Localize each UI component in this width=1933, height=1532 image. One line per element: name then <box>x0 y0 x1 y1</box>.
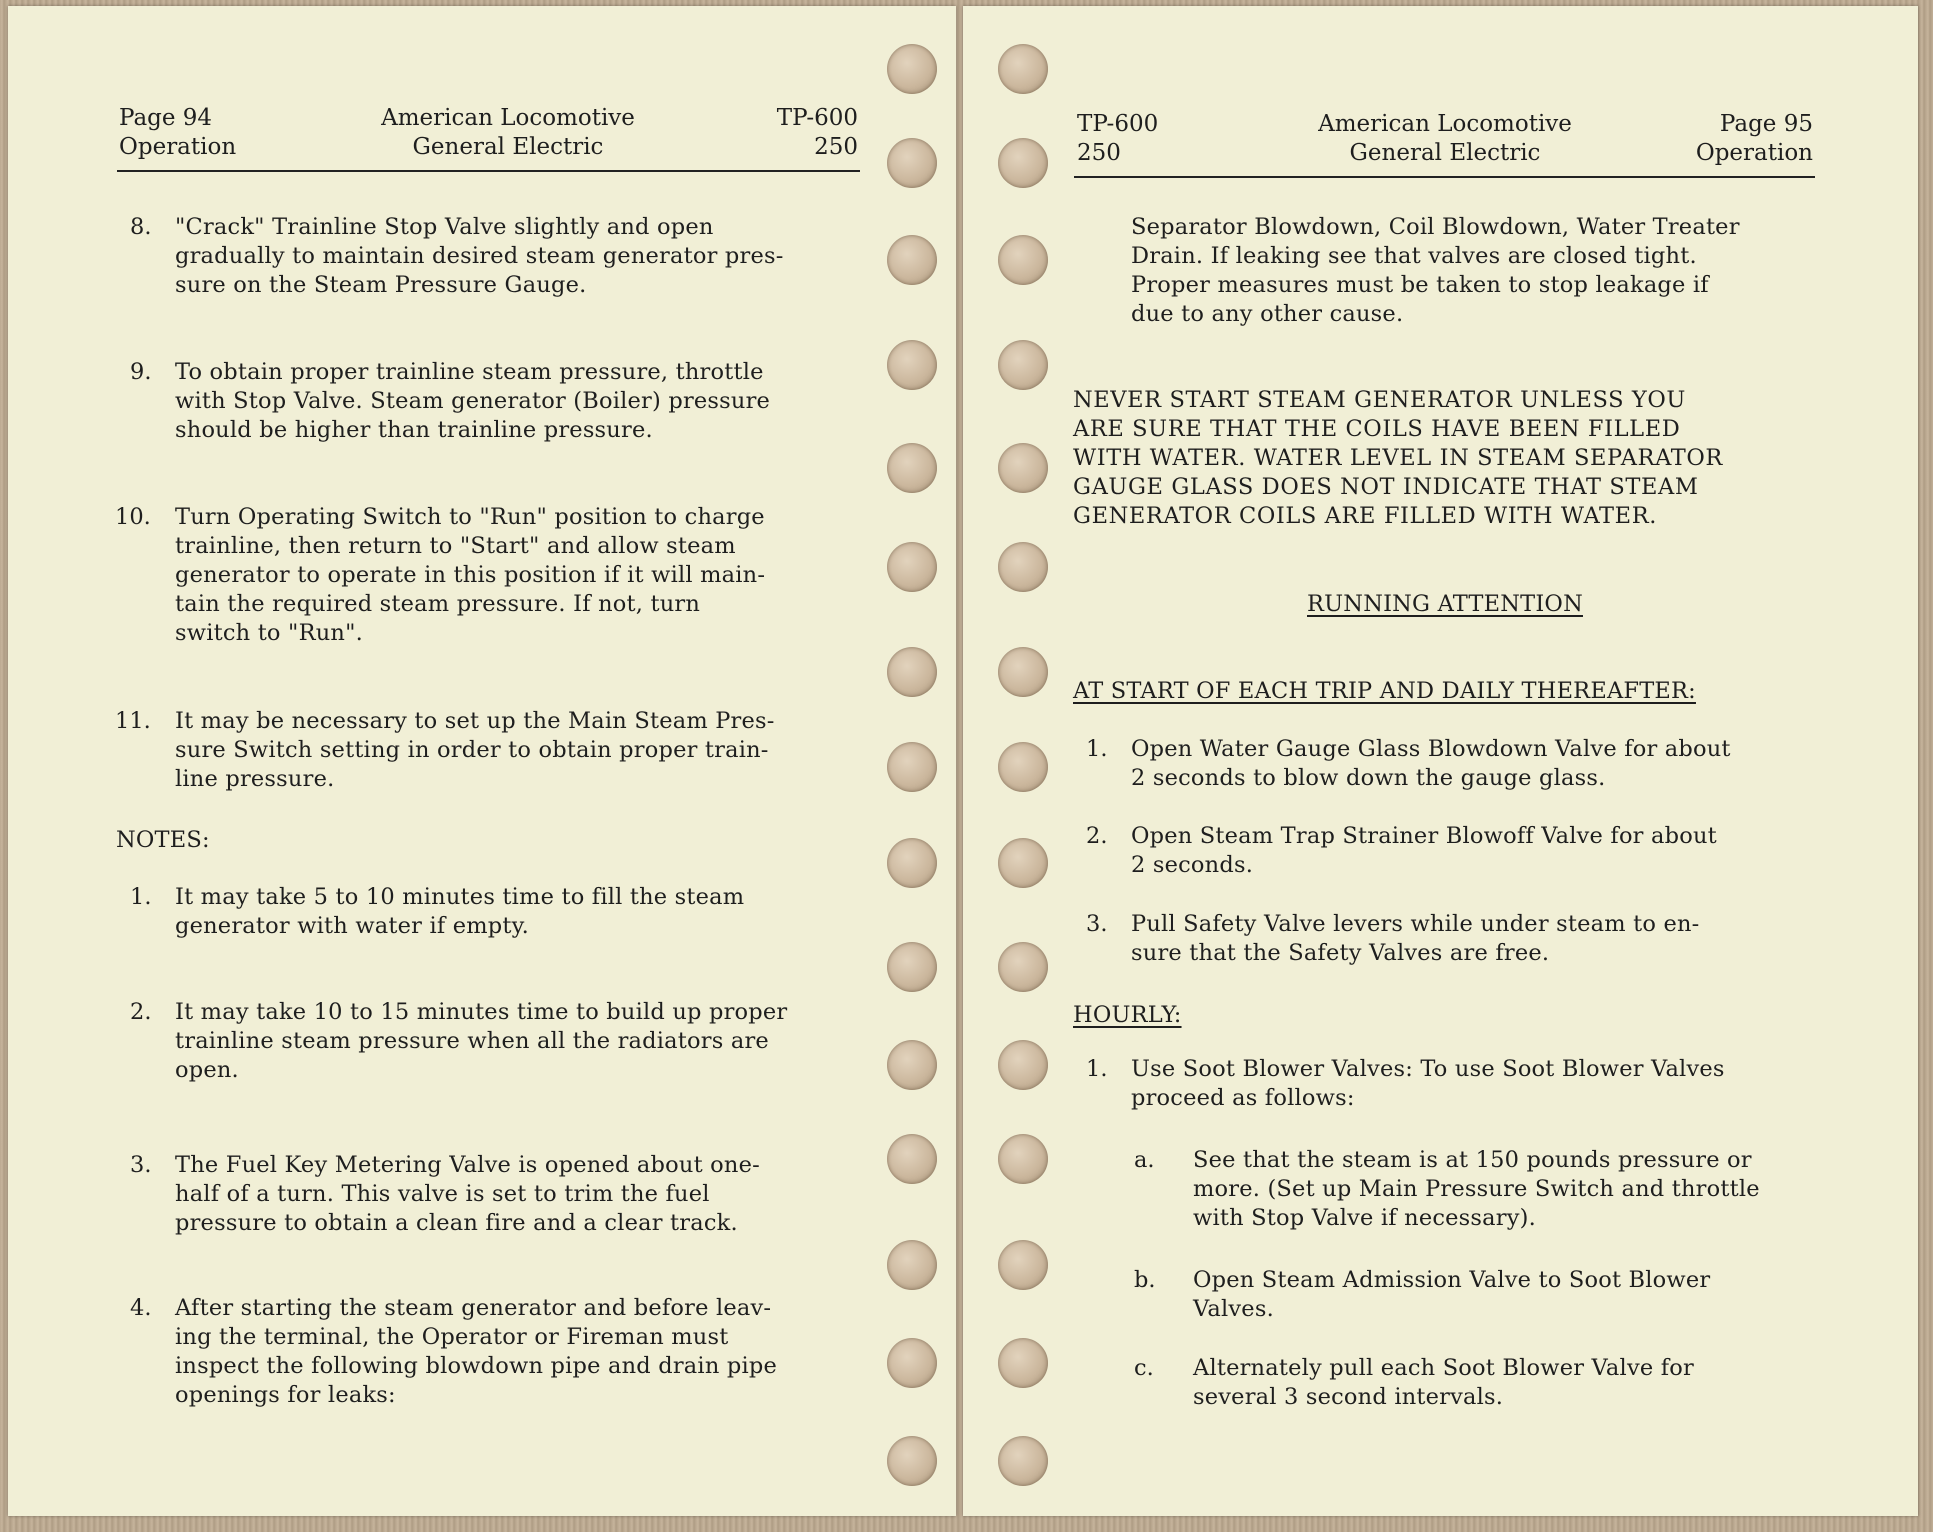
notes-heading: NOTES: <box>116 827 210 853</box>
right-header-company-block <box>1285 110 1605 168</box>
left-header-page-block <box>119 104 236 162</box>
punch-hole <box>998 1040 1048 1090</box>
item-number: 1. <box>1086 736 1108 762</box>
text-line: Separator Blowdown, Coil Blowdown, Water Treater <box>1131 214 1740 240</box>
company-line-2: General Electric <box>1349 140 1541 166</box>
punch-hole <box>887 1134 937 1184</box>
left-binder-holes <box>887 0 947 1532</box>
punch-hole <box>887 340 937 390</box>
punch-hole <box>887 942 937 992</box>
punch-hole <box>887 1040 937 1090</box>
note-text <box>175 1151 860 1238</box>
text-line: Turn Operating Switch to "Run" position to charge <box>175 504 765 530</box>
text-line: half of a turn. This valve is set to trim the fuel <box>175 1181 710 1207</box>
company-line-1: American Locomotive <box>381 105 635 131</box>
at-start-heading: AT START OF EACH TRIP AND DAILY THEREAFTER: <box>1073 678 1696 704</box>
punch-hole <box>998 647 1048 697</box>
page-number: Page 94 <box>119 105 213 131</box>
punch-hole <box>998 838 1048 888</box>
warning-line: ARE SURE THAT THE COILS HAVE BEEN FILLED <box>1073 416 1681 442</box>
page-number: Page 95 <box>1719 111 1813 137</box>
punch-hole <box>998 443 1048 493</box>
item-text <box>1131 910 1815 968</box>
punch-hole <box>887 542 937 592</box>
company-line-2: General Electric <box>412 134 604 160</box>
left-header-doc-block <box>708 104 858 162</box>
sub-item-letter: c. <box>1134 1355 1154 1381</box>
text-line: with Stop Valve if necessary). <box>1193 1205 1536 1231</box>
punch-hole <box>887 647 937 697</box>
text-line: Alternately pull each Soot Blower Valve for <box>1193 1355 1694 1381</box>
note-number: 1. <box>130 884 152 910</box>
section-name: Operation <box>119 134 237 160</box>
step-text <box>175 707 860 794</box>
hourly-heading: HOURLY: <box>1073 1002 1182 1028</box>
sub-item-letter: b. <box>1134 1267 1156 1293</box>
punch-hole <box>998 1338 1048 1388</box>
punch-hole <box>998 340 1048 390</box>
punch-hole <box>998 1240 1048 1290</box>
text-line: should be higher than trainline pressure. <box>175 417 653 443</box>
text-line: Open Steam Admission Valve to Soot Blower <box>1193 1267 1711 1293</box>
step-text <box>175 358 860 445</box>
warning-line: NEVER START STEAM GENERATOR UNLESS YOU <box>1073 387 1686 413</box>
text-line: sure Switch setting in order to obtain proper train- <box>175 737 769 763</box>
running-attention-heading: RUNNING ATTENTION <box>1307 591 1583 617</box>
step-text <box>175 503 860 648</box>
doc-code: TP-600 <box>776 105 858 131</box>
text-line: Use Soot Blower Valves: To use Soot Blower Valves <box>1131 1056 1725 1082</box>
punch-hole <box>998 44 1048 94</box>
punch-hole <box>998 138 1048 188</box>
warning-line: GAUGE GLASS DOES NOT INDICATE THAT STEAM <box>1073 474 1699 500</box>
text-line: 2 seconds to blow down the gauge glass. <box>1131 765 1606 791</box>
note-number: 3. <box>130 1152 152 1178</box>
text-line: more. (Set up Main Pressure Switch and throttle <box>1193 1176 1760 1202</box>
note-number: 2. <box>130 999 152 1025</box>
item-text <box>1131 735 1815 793</box>
doc-code: TP-600 <box>1077 111 1159 137</box>
right-page <box>963 6 1918 1516</box>
note-text <box>175 998 860 1085</box>
text-line: Pull Safety Valve levers while under steam to en- <box>1131 911 1700 937</box>
text-line: pressure to obtain a clean fire and a clear track. <box>175 1210 738 1236</box>
company-line-1: American Locomotive <box>1318 111 1572 137</box>
step-number: 11. <box>115 708 151 734</box>
text-line: Open Steam Trap Strainer Blowoff Valve for about <box>1131 823 1717 849</box>
punch-hole <box>887 235 937 285</box>
text-line: To obtain proper trainline steam pressure, throttle <box>175 359 764 385</box>
text-line: After starting the steam generator and before leav- <box>175 1295 772 1321</box>
text-line: generator with water if empty. <box>175 913 529 939</box>
text-line: several 3 second intervals. <box>1193 1384 1504 1410</box>
doc-revision: 250 <box>1077 140 1121 166</box>
punch-hole <box>887 1436 937 1486</box>
text-line: See that the steam is at 150 pounds pressure or <box>1193 1147 1752 1173</box>
warning-block <box>1073 386 1818 531</box>
text-line: 2 seconds. <box>1131 852 1254 878</box>
text-line: Proper measures must be taken to stop leakage if <box>1131 272 1709 298</box>
punch-hole <box>998 1436 1048 1486</box>
text-line: proceed as follows: <box>1131 1085 1355 1111</box>
text-line: sure on the Steam Pressure Gauge. <box>175 272 587 298</box>
step-number: 9. <box>130 359 152 385</box>
right-header-page-block <box>1663 110 1813 168</box>
sub-item-text <box>1193 1266 1815 1324</box>
text-line: Valves. <box>1193 1296 1274 1322</box>
step-number: 8. <box>130 214 152 240</box>
note-number: 4. <box>130 1295 152 1321</box>
text-line: generator to operate in this position if it will main- <box>175 562 766 588</box>
text-line: ing the terminal, the Operator or Fireman must <box>175 1324 729 1350</box>
warning-line: GENERATOR COILS ARE FILLED WITH WATER. <box>1073 503 1657 529</box>
text-line: sure that the Safety Valves are free. <box>1131 940 1550 966</box>
punch-hole <box>887 838 937 888</box>
item-number: 3. <box>1086 911 1108 937</box>
continuation-text <box>1131 213 1815 329</box>
text-line: trainline steam pressure when all the radiators are <box>175 1028 769 1054</box>
punch-hole <box>887 742 937 792</box>
text-line: tain the required steam pressure. If not, turn <box>175 591 701 617</box>
punch-hole <box>998 1134 1048 1184</box>
punch-hole <box>998 942 1048 992</box>
punch-hole <box>887 1240 937 1290</box>
item-text <box>1131 1055 1815 1113</box>
section-name: Operation <box>1695 140 1813 166</box>
punch-hole <box>998 742 1048 792</box>
punch-hole <box>887 443 937 493</box>
note-text <box>175 1294 860 1410</box>
right-header-doc-block <box>1077 110 1158 168</box>
text-line: switch to "Run". <box>175 620 364 646</box>
text-line: gradually to maintain desired steam generator pres- <box>175 243 784 269</box>
left-header-company-block <box>348 104 668 162</box>
note-text <box>175 883 860 941</box>
text-line: openings for leaks: <box>175 1382 396 1408</box>
right-header-rule <box>1074 176 1815 178</box>
left-header-rule <box>117 170 860 172</box>
punch-hole <box>887 1338 937 1388</box>
sub-item-letter: a. <box>1134 1147 1155 1173</box>
doc-revision: 250 <box>814 134 858 160</box>
text-line: "Crack" Trainline Stop Valve slightly and open <box>175 214 714 240</box>
right-binder-holes <box>998 0 1058 1532</box>
sub-item-text <box>1193 1354 1815 1412</box>
text-line: due to any other cause. <box>1131 301 1404 327</box>
punch-hole <box>887 44 937 94</box>
text-line: The Fuel Key Metering Valve is opened about one- <box>175 1152 760 1178</box>
text-line: Drain. If leaking see that valves are closed tight. <box>1131 243 1697 269</box>
text-line: open. <box>175 1057 239 1083</box>
left-page <box>8 6 956 1516</box>
item-number: 1. <box>1086 1056 1108 1082</box>
punch-hole <box>998 235 1048 285</box>
text-line: line pressure. <box>175 766 335 792</box>
step-number: 10. <box>115 504 151 530</box>
punch-hole <box>887 138 937 188</box>
sub-item-text <box>1193 1146 1815 1233</box>
item-text <box>1131 822 1815 880</box>
text-line: It may be necessary to set up the Main Steam Pres- <box>175 708 775 734</box>
punch-hole <box>998 542 1048 592</box>
warning-line: WITH WATER. WATER LEVEL IN STEAM SEPARATOR <box>1073 445 1723 471</box>
text-line: It may take 5 to 10 minutes time to fill the steam <box>175 884 745 910</box>
text-line: It may take 10 to 15 minutes time to build up proper <box>175 999 788 1025</box>
text-line: Open Water Gauge Glass Blowdown Valve for about <box>1131 736 1731 762</box>
text-line: inspect the following blowdown pipe and drain pipe <box>175 1353 777 1379</box>
text-line: with Stop Valve. Steam generator (Boiler) pressure <box>175 388 771 414</box>
text-line: trainline, then return to "Start" and allow steam <box>175 533 736 559</box>
item-number: 2. <box>1086 823 1108 849</box>
step-text <box>175 213 860 300</box>
